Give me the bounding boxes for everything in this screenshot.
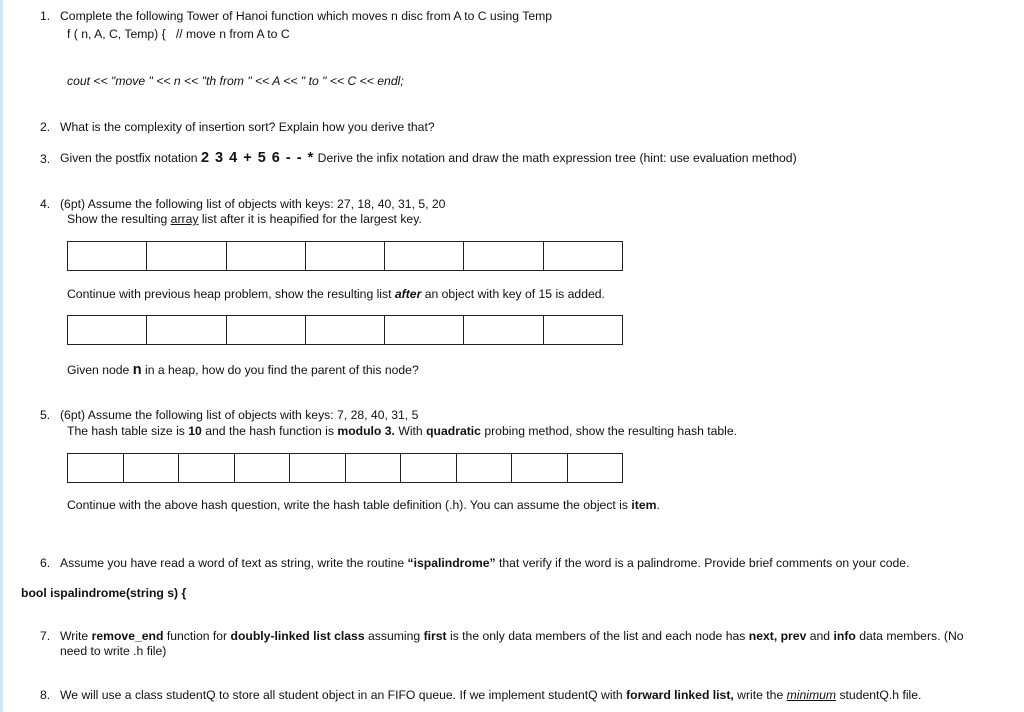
q8-c: studentQ.h file. (839, 688, 922, 702)
heap2-cell[interactable] (227, 316, 306, 344)
q4-line2-b: list after it is heapified for the largest key. (201, 212, 422, 226)
q7-c: assuming (368, 629, 421, 643)
q5-cont-a: Continue with the above hash question, write the hash table definition (.h). You can assume the object is (67, 498, 628, 512)
q7-line2: need to write .h file) (60, 644, 167, 658)
q1-code-line: cout << "move " << n << "th from " << A << " to " << C << endl; (67, 74, 404, 88)
hash-cell[interactable] (457, 454, 513, 482)
heap2-cell[interactable] (464, 316, 543, 344)
q4-number: 4. (40, 197, 51, 211)
q7-next: next, (748, 629, 778, 643)
q4-parent-a: Given node (67, 363, 130, 377)
q5-number: 5. (40, 408, 51, 422)
hash-cell[interactable] (235, 454, 291, 482)
heap2-cell[interactable] (385, 316, 464, 344)
q5-text: (6pt) Assume the following list of objects with keys: 7, 28, 40, 31, 5 (60, 408, 419, 422)
q8-number: 8. (40, 688, 51, 702)
q1-signature (67, 27, 290, 42)
q7-number: 7. (40, 629, 51, 643)
q6-routine: “ispalindrome” (407, 556, 496, 570)
heap1-cell[interactable] (385, 242, 464, 270)
q7-a: Write (60, 629, 89, 643)
q7-b: function for (166, 629, 228, 643)
q4-continue (67, 287, 605, 302)
hash-table-grid[interactable] (67, 453, 623, 483)
q4-text: (6pt) Assume the following list of objects with keys: 27, 18, 40, 31, 5, 20 (60, 197, 446, 211)
q6-text-b: that verify if the word is a palindrome. Provide brief comments on your code. (498, 556, 910, 570)
q5-l2-size: 10 (188, 424, 202, 438)
q5-l2-mod: modulo 3. (337, 424, 395, 438)
q7-first: first (423, 629, 447, 643)
heap1-cell[interactable] (306, 242, 385, 270)
q7-text (60, 629, 964, 644)
q8-min: minimum (786, 688, 837, 702)
q6-signature: bool ispalindrome(string s) { (21, 586, 187, 600)
q5-l2-quad: quadratic (426, 424, 481, 438)
q3-text (60, 151, 797, 166)
heap-array-grid-2[interactable] (67, 315, 623, 345)
heap1-cell[interactable] (147, 242, 226, 270)
q1-number: 1. (40, 9, 51, 23)
left-edge-bar (0, 0, 3, 712)
hash-cell[interactable] (512, 454, 568, 482)
q4-parent-n: n (132, 362, 142, 378)
q4-line2-array: array (170, 212, 199, 226)
q4-continue-after: after (394, 287, 422, 301)
q4-line2 (67, 212, 422, 227)
q4-continue-a: Continue with previous heap problem, show the resulting list (67, 287, 392, 301)
q5-cont-item: item (631, 498, 657, 512)
q5-l2-a: The hash table size is (67, 424, 185, 438)
q7-prev: prev (780, 629, 807, 643)
hash-cell[interactable] (401, 454, 457, 482)
q8-fwd: forward linked list, (626, 688, 734, 702)
hash-cell[interactable] (290, 454, 346, 482)
q7-d: is the only data members of the list and each node has (449, 629, 746, 643)
q8-a: We will use a class studentQ to store all student object in an FIFO queue. If we implement studentQ with (60, 688, 623, 702)
q3-number: 3. (40, 152, 51, 166)
q7-info: info (833, 629, 856, 643)
hash-cell[interactable] (179, 454, 235, 482)
q7-f: data members. (No (859, 629, 964, 643)
hash-cell[interactable] (68, 454, 124, 482)
q7-cls: doubly-linked list class (230, 629, 365, 643)
q4-parent-question (67, 363, 419, 378)
q1-comment: // move n from A to C (175, 27, 290, 41)
q7-e: and (809, 629, 831, 643)
q5-l2-c: With (394, 424, 423, 438)
q6-text-a: Assume you have read a word of text as string, write the routine (60, 556, 405, 570)
heap1-cell[interactable] (464, 242, 543, 270)
q5-cont-end: . (656, 498, 660, 512)
q2-text: What is the complexity of insertion sort? Explain how you derive that? (60, 120, 435, 134)
hash-cell[interactable] (568, 454, 623, 482)
heap2-cell[interactable] (544, 316, 622, 344)
q1-signature-code: f ( n, A, C, Temp) { (67, 27, 166, 41)
q8-b: write the (737, 688, 784, 702)
q3-postfix-expression: 2 3 4 + 5 6 - - * (200, 150, 315, 166)
q4-line2-a: Show the resulting (67, 212, 168, 226)
q1-text: Complete the following Tower of Hanoi function which moves n disc from A to C using Temp (60, 9, 553, 23)
q8-text (60, 688, 921, 703)
q4-continue-b: an object with key of 15 is added. (424, 287, 605, 301)
q5-line2 (67, 424, 737, 439)
q6-text (60, 556, 909, 571)
hash-cell[interactable] (124, 454, 180, 482)
heap2-cell[interactable] (68, 316, 147, 344)
heap1-cell[interactable] (68, 242, 147, 270)
q5-continue (67, 498, 660, 513)
q5-l2-d: probing method, show the resulting hash table. (484, 424, 738, 438)
q4-parent-b: in a heap, how do you find the parent of this node? (144, 363, 419, 377)
q2-number: 2. (40, 120, 51, 134)
heap1-cell[interactable] (227, 242, 306, 270)
heap2-cell[interactable] (306, 316, 385, 344)
q3-suffix: Derive the infix notation and draw the math expression tree (hint: use evaluation method) (317, 151, 797, 165)
q7-fn: remove_end (91, 629, 164, 643)
hash-cell[interactable] (346, 454, 402, 482)
heap-array-grid-1[interactable] (67, 241, 623, 271)
heap2-cell[interactable] (147, 316, 226, 344)
heap1-cell[interactable] (544, 242, 622, 270)
q3-prefix: Given the postfix notation (60, 151, 198, 165)
q5-l2-b: and the hash function is (205, 424, 334, 438)
q6-number: 6. (40, 556, 51, 570)
